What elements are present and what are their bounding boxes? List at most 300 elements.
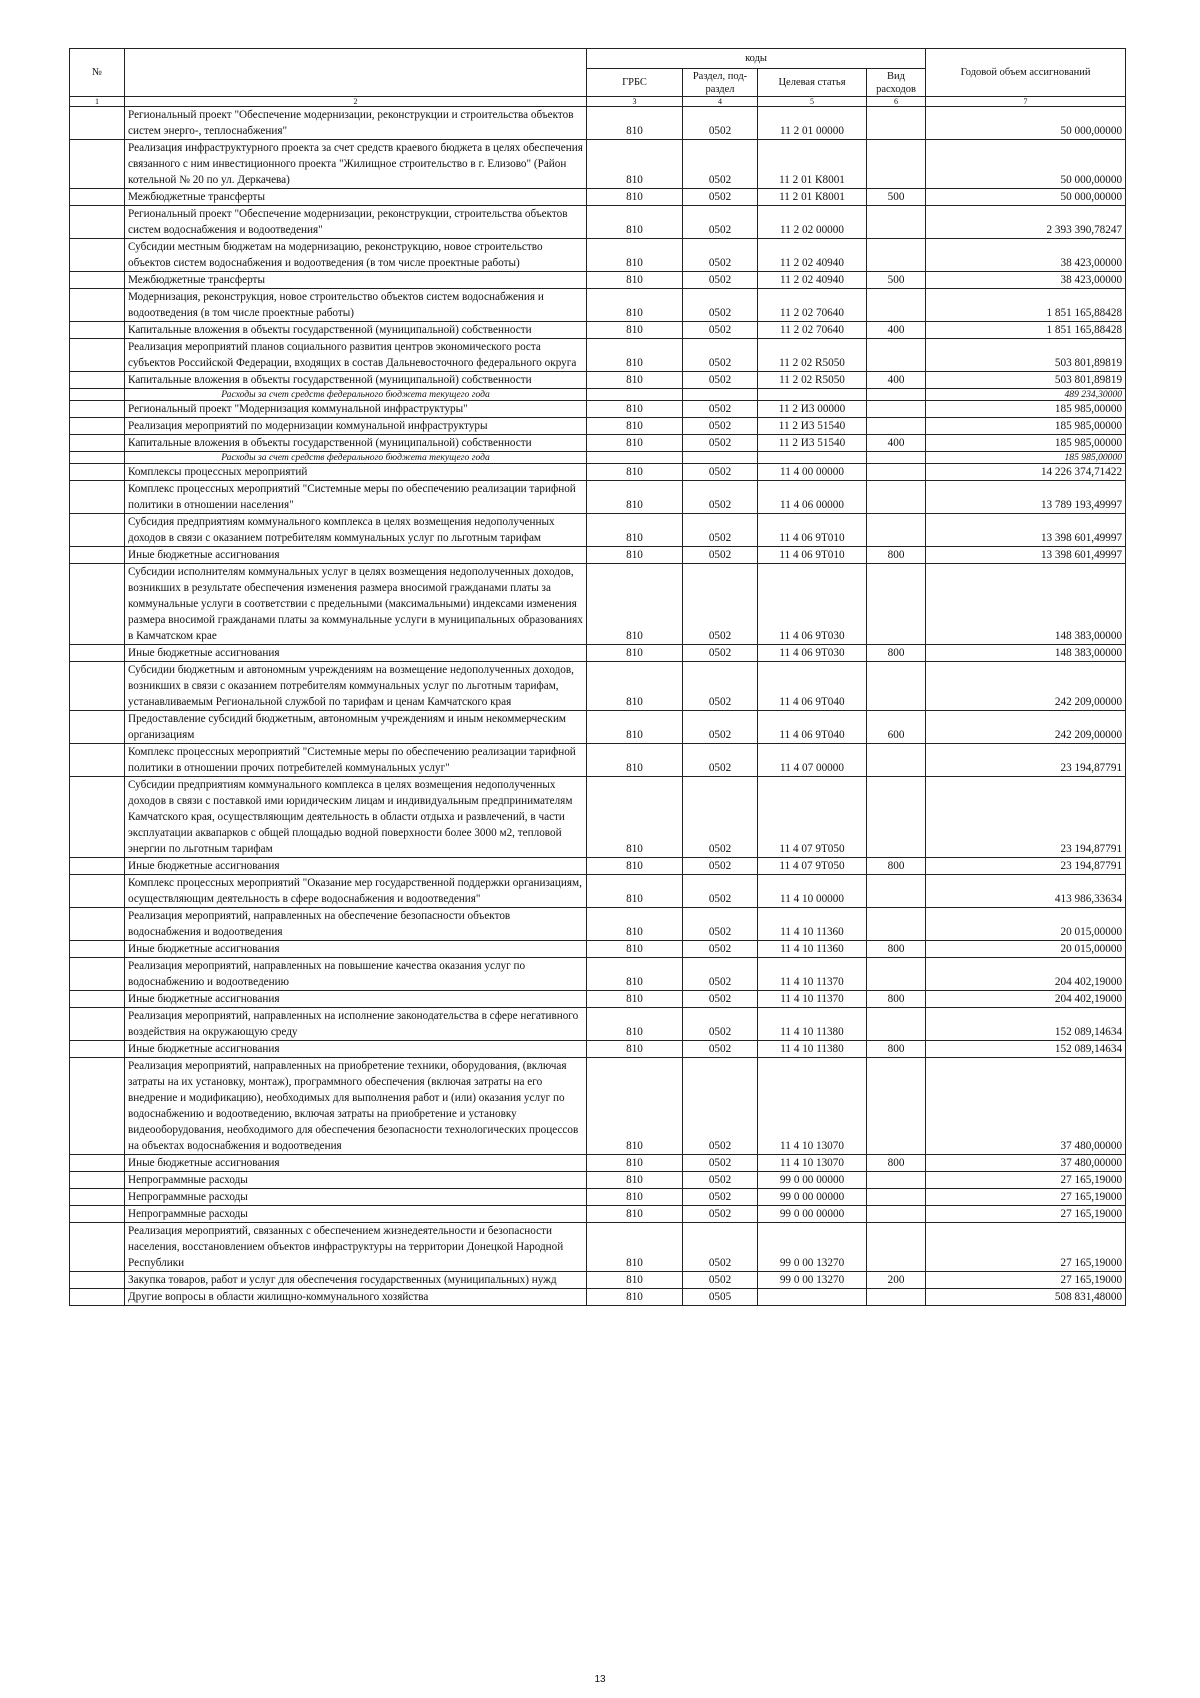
row-section [683, 452, 758, 464]
table-row [70, 1172, 1126, 1189]
row-number [70, 1058, 125, 1155]
row-expense-type: 600 [867, 711, 926, 744]
row-expense-type [867, 1289, 926, 1306]
row-grbs: 810 [587, 662, 683, 711]
table-row [70, 941, 1126, 958]
row-amount: 489 234,30000 [926, 389, 1126, 401]
row-section: 0502 [683, 1058, 758, 1155]
row-amount: 27 165,19000 [926, 1172, 1126, 1189]
row-target: 11 4 07 00000 [758, 744, 867, 777]
row-number [70, 1008, 125, 1041]
row-number [70, 372, 125, 389]
table-row [70, 239, 1126, 272]
row-target: 99 0 00 00000 [758, 1189, 867, 1206]
row-expense-type [867, 418, 926, 435]
table-row [70, 777, 1126, 858]
row-name: Капитальные вложения в объекты государственной (муниципальной) собственности [125, 322, 587, 339]
row-grbs: 810 [587, 272, 683, 289]
row-amount: 14 226 374,71422 [926, 464, 1126, 481]
table-row [70, 1272, 1126, 1289]
row-expense-type [867, 1223, 926, 1272]
row-target: 11 2 02 40940 [758, 272, 867, 289]
row-section: 0502 [683, 711, 758, 744]
budget-table [69, 48, 1126, 1306]
row-grbs: 810 [587, 547, 683, 564]
row-grbs: 810 [587, 339, 683, 372]
row-name: Предоставление субсидий бюджетным, автономным учреждениям и иным некоммерческим организациям [125, 711, 587, 744]
row-grbs: 810 [587, 1189, 683, 1206]
row-amount: 27 165,19000 [926, 1189, 1126, 1206]
row-grbs: 810 [587, 206, 683, 239]
row-name: Реализация мероприятий планов социального развития центров экономического роста субъектов Российской Федерации, входящих в состав Дальневосточного федерального округа [125, 339, 587, 372]
row-section: 0502 [683, 339, 758, 372]
row-expense-type: 800 [867, 547, 926, 564]
row-amount: 508 831,48000 [926, 1289, 1126, 1306]
row-target: 99 0 00 00000 [758, 1206, 867, 1223]
row-grbs: 810 [587, 858, 683, 875]
table-row [70, 189, 1126, 206]
row-target: 11 4 06 00000 [758, 481, 867, 514]
row-amount: 37 480,00000 [926, 1058, 1126, 1155]
row-target: 11 2 02 R5050 [758, 339, 867, 372]
row-number [70, 1172, 125, 1189]
row-expense-type [867, 875, 926, 908]
column-number: 3 [587, 97, 683, 107]
row-amount: 38 423,00000 [926, 272, 1126, 289]
header-codes: коды [587, 49, 926, 69]
header-name [125, 49, 587, 97]
table-note-row [70, 389, 1126, 401]
row-target: 11 4 10 13070 [758, 1155, 867, 1172]
row-expense-type [867, 481, 926, 514]
table-row [70, 744, 1126, 777]
row-amount: 27 165,19000 [926, 1272, 1126, 1289]
row-name: Субсидии местным бюджетам на модернизацию, реконструкцию, новое строительство объектов систем водоснабжения и водоотведения (в том числе проектные работы) [125, 239, 587, 272]
row-expense-type [867, 401, 926, 418]
table-row [70, 958, 1126, 991]
row-name: Иные бюджетные ассигнования [125, 941, 587, 958]
row-number [70, 272, 125, 289]
header-number: № [70, 49, 125, 97]
table-row [70, 1058, 1126, 1155]
row-section: 0502 [683, 289, 758, 322]
row-target: 11 2 И3 51540 [758, 435, 867, 452]
row-amount: 1 851 165,88428 [926, 289, 1126, 322]
row-section: 0502 [683, 206, 758, 239]
row-number [70, 908, 125, 941]
row-grbs: 810 [587, 991, 683, 1008]
row-target: 11 4 10 11370 [758, 991, 867, 1008]
row-grbs: 810 [587, 140, 683, 189]
row-target: 11 4 10 11380 [758, 1041, 867, 1058]
row-name: Другие вопросы в области жилищно-коммунального хозяйства [125, 1289, 587, 1306]
row-amount: 50 000,00000 [926, 140, 1126, 189]
row-target: 11 4 06 9Т040 [758, 662, 867, 711]
table-row [70, 1041, 1126, 1058]
row-amount: 27 165,19000 [926, 1206, 1126, 1223]
table-row [70, 1189, 1126, 1206]
row-name: Непрограммные расходы [125, 1172, 587, 1189]
row-target: 11 4 00 00000 [758, 464, 867, 481]
table-row [70, 464, 1126, 481]
row-name: Комплекс процессных мероприятий "Системные меры по обеспечению реализации тарифной политики в отношении населения" [125, 481, 587, 514]
row-amount: 1 851 165,88428 [926, 322, 1126, 339]
row-amount: 20 015,00000 [926, 941, 1126, 958]
row-name: Капитальные вложения в объекты государственной (муниципальной) собственности [125, 435, 587, 452]
row-amount: 37 480,00000 [926, 1155, 1126, 1172]
row-number [70, 189, 125, 206]
row-section: 0502 [683, 662, 758, 711]
row-target: 11 2 И3 51540 [758, 418, 867, 435]
row-number [70, 958, 125, 991]
row-section: 0502 [683, 991, 758, 1008]
row-number [70, 389, 125, 401]
table-row [70, 339, 1126, 372]
row-number [70, 564, 125, 645]
row-expense-type [867, 564, 926, 645]
row-target: 11 2 02 70640 [758, 289, 867, 322]
row-grbs: 810 [587, 941, 683, 958]
row-amount: 148 383,00000 [926, 645, 1126, 662]
table-row [70, 547, 1126, 564]
row-section: 0502 [683, 435, 758, 452]
row-grbs: 810 [587, 189, 683, 206]
row-section: 0502 [683, 1172, 758, 1189]
row-name: Региональный проект "Обеспечение модернизации, реконструкции, строительства объектов систем водоснабжения и водоотведения" [125, 206, 587, 239]
row-number [70, 140, 125, 189]
row-number [70, 435, 125, 452]
row-section: 0502 [683, 272, 758, 289]
row-number [70, 941, 125, 958]
row-number [70, 711, 125, 744]
row-expense-type: 500 [867, 189, 926, 206]
row-number [70, 744, 125, 777]
row-name: Реализация мероприятий, направленных на приобретение техники, оборудования, (включая затраты на их установку, монтаж), программного обеспечения (включая затраты на его внедрение и модификацию), необходимых для выполнения работ и (или) оказания услуг по водоснабжению и водоотведению, включая затраты на приобретение и установку видеооборудования, необходимого для обеспечения безопасности технологических процессов на объектах водоснабжения и водоотведения [125, 1058, 587, 1155]
row-grbs: 810 [587, 1155, 683, 1172]
row-target [758, 389, 867, 401]
column-number: 6 [867, 97, 926, 107]
row-grbs: 810 [587, 908, 683, 941]
row-name: Региональный проект "Модернизация коммунальной инфраструктуры" [125, 401, 587, 418]
row-amount: 50 000,00000 [926, 107, 1126, 140]
row-grbs: 810 [587, 514, 683, 547]
row-grbs: 810 [587, 1058, 683, 1155]
header-section: Раздел, под-раздел [683, 69, 758, 97]
row-amount: 20 015,00000 [926, 908, 1126, 941]
row-target: 11 4 10 11380 [758, 1008, 867, 1041]
row-number [70, 418, 125, 435]
row-expense-type [867, 389, 926, 401]
row-name: Комплекс процессных мероприятий "Оказание мер государственной поддержки организациям, осуществляющим деятельность в сфере водоснабжения и водоотведения" [125, 875, 587, 908]
row-grbs: 810 [587, 958, 683, 991]
row-grbs: 810 [587, 711, 683, 744]
row-grbs: 810 [587, 564, 683, 645]
row-grbs: 810 [587, 1008, 683, 1041]
row-grbs: 810 [587, 875, 683, 908]
page-number: 13 [594, 1674, 606, 1685]
row-name: Реализация мероприятий, направленных на исполнение законодательства в сфере негативного воздействия на окружающую среду [125, 1008, 587, 1041]
row-section: 0502 [683, 514, 758, 547]
row-number [70, 481, 125, 514]
budget-sheet [69, 48, 1125, 1306]
row-amount: 2 393 390,78247 [926, 206, 1126, 239]
row-number [70, 875, 125, 908]
row-section: 0502 [683, 744, 758, 777]
row-expense-type [867, 289, 926, 322]
row-name: Иные бюджетные ассигнования [125, 858, 587, 875]
row-number [70, 645, 125, 662]
table-row [70, 372, 1126, 389]
row-target: 11 4 07 9Т050 [758, 777, 867, 858]
row-section: 0502 [683, 645, 758, 662]
row-section: 0502 [683, 564, 758, 645]
row-expense-type [867, 239, 926, 272]
row-number [70, 206, 125, 239]
row-section: 0502 [683, 1189, 758, 1206]
row-target: 11 4 06 9Т030 [758, 645, 867, 662]
row-amount: 242 209,00000 [926, 662, 1126, 711]
row-grbs: 810 [587, 744, 683, 777]
row-number [70, 239, 125, 272]
row-section: 0502 [683, 1223, 758, 1272]
row-expense-type: 200 [867, 1272, 926, 1289]
row-number [70, 289, 125, 322]
table-row [70, 401, 1126, 418]
row-grbs: 810 [587, 372, 683, 389]
row-amount: 503 801,89819 [926, 339, 1126, 372]
row-section: 0502 [683, 464, 758, 481]
row-amount: 13 789 193,49997 [926, 481, 1126, 514]
table-row [70, 991, 1126, 1008]
table-row [70, 481, 1126, 514]
row-target: 99 0 00 13270 [758, 1272, 867, 1289]
row-grbs: 810 [587, 481, 683, 514]
row-grbs: 810 [587, 777, 683, 858]
row-expense-type [867, 452, 926, 464]
row-number [70, 662, 125, 711]
row-section: 0502 [683, 239, 758, 272]
row-section: 0502 [683, 1041, 758, 1058]
table-row [70, 206, 1126, 239]
row-target: 11 4 10 11370 [758, 958, 867, 991]
row-grbs: 810 [587, 239, 683, 272]
row-number [70, 514, 125, 547]
row-name: Модернизация, реконструкция, новое строительство объектов систем водоснабжения и водоотведения (в том числе проектные работы) [125, 289, 587, 322]
row-amount: 23 194,87791 [926, 858, 1126, 875]
row-grbs: 810 [587, 401, 683, 418]
row-target: 11 4 10 11360 [758, 908, 867, 941]
table-row [70, 1206, 1126, 1223]
row-grbs: 810 [587, 1172, 683, 1189]
row-number [70, 991, 125, 1008]
row-amount: 23 194,87791 [926, 744, 1126, 777]
table-row [70, 140, 1126, 189]
row-number [70, 1206, 125, 1223]
column-number: 2 [125, 97, 587, 107]
column-number: 5 [758, 97, 867, 107]
row-target: 11 4 10 00000 [758, 875, 867, 908]
row-section: 0502 [683, 418, 758, 435]
row-name: Иные бюджетные ассигнования [125, 1041, 587, 1058]
row-number [70, 1223, 125, 1272]
row-target: 11 4 06 9Т040 [758, 711, 867, 744]
row-amount: 503 801,89819 [926, 372, 1126, 389]
row-grbs: 810 [587, 645, 683, 662]
row-target: 99 0 00 00000 [758, 1172, 867, 1189]
row-amount: 204 402,19000 [926, 991, 1126, 1008]
row-section: 0502 [683, 875, 758, 908]
row-name: Комплекс процессных мероприятий "Системные меры по обеспечению реализации тарифной политики в отношении прочих потребителей коммунальных услуг" [125, 744, 587, 777]
row-expense-type: 800 [867, 858, 926, 875]
row-expense-type [867, 1058, 926, 1155]
row-section: 0502 [683, 777, 758, 858]
row-target: 11 2 01 К8001 [758, 140, 867, 189]
row-amount: 13 398 601,49997 [926, 547, 1126, 564]
row-expense-type [867, 1206, 926, 1223]
row-name: Региональный проект "Обеспечение модернизации, реконструкции и строительства объектов систем энерго-, теплоснабжения" [125, 107, 587, 140]
table-body [70, 107, 1126, 1306]
row-name: Иные бюджетные ассигнования [125, 547, 587, 564]
row-target: 11 2 02 R5050 [758, 372, 867, 389]
row-section: 0502 [683, 908, 758, 941]
row-section: 0502 [683, 481, 758, 514]
row-number [70, 339, 125, 372]
row-name: Иные бюджетные ассигнования [125, 991, 587, 1008]
row-expense-type [867, 777, 926, 858]
row-expense-type: 800 [867, 1155, 926, 1172]
row-name: Реализация инфраструктурного проекта за счет средств краевого бюджета в целях обеспечения связанного с ним инвестиционного проекта "Жилищное строительство в г. Елизово" (Район котельной № 20 по ул. Деркачева) [125, 140, 587, 189]
row-target: 11 2 02 70640 [758, 322, 867, 339]
table-row [70, 711, 1126, 744]
row-section: 0502 [683, 958, 758, 991]
row-name: Расходы за счет средств федерального бюджета текущего года [125, 389, 587, 401]
row-grbs: 810 [587, 322, 683, 339]
row-section: 0502 [683, 1272, 758, 1289]
table-note-row [70, 452, 1126, 464]
table-row [70, 1008, 1126, 1041]
row-grbs: 810 [587, 107, 683, 140]
row-section: 0502 [683, 1206, 758, 1223]
row-expense-type [867, 206, 926, 239]
row-name: Реализация мероприятий, связанных с обеспечением жизнедеятельности и безопасности населения, восстановлением объектов инфраструктуры на территории Донецкой Народной Республики [125, 1223, 587, 1272]
row-grbs: 810 [587, 418, 683, 435]
row-name: Реализация мероприятий по модернизации коммунальной инфраструктуры [125, 418, 587, 435]
row-section: 0502 [683, 140, 758, 189]
row-expense-type: 800 [867, 645, 926, 662]
row-amount: 413 986,33634 [926, 875, 1126, 908]
row-section: 0502 [683, 941, 758, 958]
row-target: 11 2 01 К8001 [758, 189, 867, 206]
row-amount: 27 165,19000 [926, 1223, 1126, 1272]
row-section: 0502 [683, 189, 758, 206]
row-section: 0502 [683, 401, 758, 418]
row-expense-type [867, 514, 926, 547]
row-number [70, 1155, 125, 1172]
row-expense-type [867, 1008, 926, 1041]
row-grbs: 810 [587, 1223, 683, 1272]
row-target [758, 452, 867, 464]
row-name: Иные бюджетные ассигнования [125, 645, 587, 662]
table-row [70, 645, 1126, 662]
row-expense-type: 800 [867, 991, 926, 1008]
table-header [70, 49, 1126, 107]
row-section: 0502 [683, 1155, 758, 1172]
table-row [70, 107, 1126, 140]
row-target: 11 2 02 40940 [758, 239, 867, 272]
header-annual-amount: Годовой объем ассигнований [926, 49, 1126, 97]
row-section: 0502 [683, 858, 758, 875]
row-target [758, 1289, 867, 1306]
row-name: Межбюджетные трансферты [125, 272, 587, 289]
row-section: 0502 [683, 1008, 758, 1041]
row-expense-type: 500 [867, 272, 926, 289]
row-name: Субсидия предприятиям коммунального комплекса в целях возмещения недополученных доходов в связи с оказанием потребителям коммунальных услуг по льготным тарифам [125, 514, 587, 547]
row-section: 0502 [683, 107, 758, 140]
row-number [70, 401, 125, 418]
row-target: 11 4 06 9Т030 [758, 564, 867, 645]
row-name: Реализация мероприятий, направленных на обеспечение безопасности объектов водоснабжения и водоотведения [125, 908, 587, 941]
row-name: Субсидии предприятиям коммунального комплекса в целях возмещения недополученных доходов в связи с поставкой ими юридическим лицам и индивидуальным предпринимателям Камчатского края, осуществляющим деятельность в области отдыха и развлечений, в части эксплуатации аквапарков с общей площадью водной поверхности более 3000 м2, тепловой энергии по льготным тарифам [125, 777, 587, 858]
row-amount: 13 398 601,49997 [926, 514, 1126, 547]
row-expense-type [867, 958, 926, 991]
row-expense-type: 400 [867, 322, 926, 339]
table-row [70, 289, 1126, 322]
column-number: 7 [926, 97, 1126, 107]
table-row [70, 1155, 1126, 1172]
row-grbs: 810 [587, 1041, 683, 1058]
row-amount: 185 985,00000 [926, 418, 1126, 435]
row-name: Иные бюджетные ассигнования [125, 1155, 587, 1172]
row-number [70, 547, 125, 564]
row-section: 0505 [683, 1289, 758, 1306]
row-target: 11 4 06 9Т010 [758, 514, 867, 547]
row-section: 0502 [683, 322, 758, 339]
row-expense-type [867, 908, 926, 941]
row-target: 11 4 10 13070 [758, 1058, 867, 1155]
row-expense-type: 400 [867, 435, 926, 452]
column-number-row [70, 97, 1126, 107]
row-amount: 242 209,00000 [926, 711, 1126, 744]
row-number [70, 1272, 125, 1289]
table-row [70, 418, 1126, 435]
row-name: Комплексы процессных мероприятий [125, 464, 587, 481]
row-name: Закупка товаров, работ и услуг для обеспечения государственных (муниципальных) нужд [125, 1272, 587, 1289]
row-grbs: 810 [587, 1206, 683, 1223]
row-grbs: 810 [587, 464, 683, 481]
table-row [70, 435, 1126, 452]
row-expense-type [867, 464, 926, 481]
table-row [70, 272, 1126, 289]
row-name: Реализация мероприятий, направленных на повышение качества оказания услуг по водоснабжению и водоотведению [125, 958, 587, 991]
row-expense-type [867, 744, 926, 777]
row-name: Непрограммные расходы [125, 1189, 587, 1206]
row-target: 11 2 01 00000 [758, 107, 867, 140]
row-section: 0502 [683, 547, 758, 564]
row-amount: 23 194,87791 [926, 777, 1126, 858]
row-number [70, 858, 125, 875]
row-name: Капитальные вложения в объекты государственной (муниципальной) собственности [125, 372, 587, 389]
row-grbs: 810 [587, 289, 683, 322]
table-row [70, 858, 1126, 875]
row-expense-type [867, 662, 926, 711]
row-number [70, 107, 125, 140]
table-row [70, 322, 1126, 339]
row-amount: 38 423,00000 [926, 239, 1126, 272]
row-target: 11 2 И3 00000 [758, 401, 867, 418]
row-amount: 152 089,14634 [926, 1008, 1126, 1041]
row-amount: 50 000,00000 [926, 189, 1126, 206]
row-number [70, 322, 125, 339]
